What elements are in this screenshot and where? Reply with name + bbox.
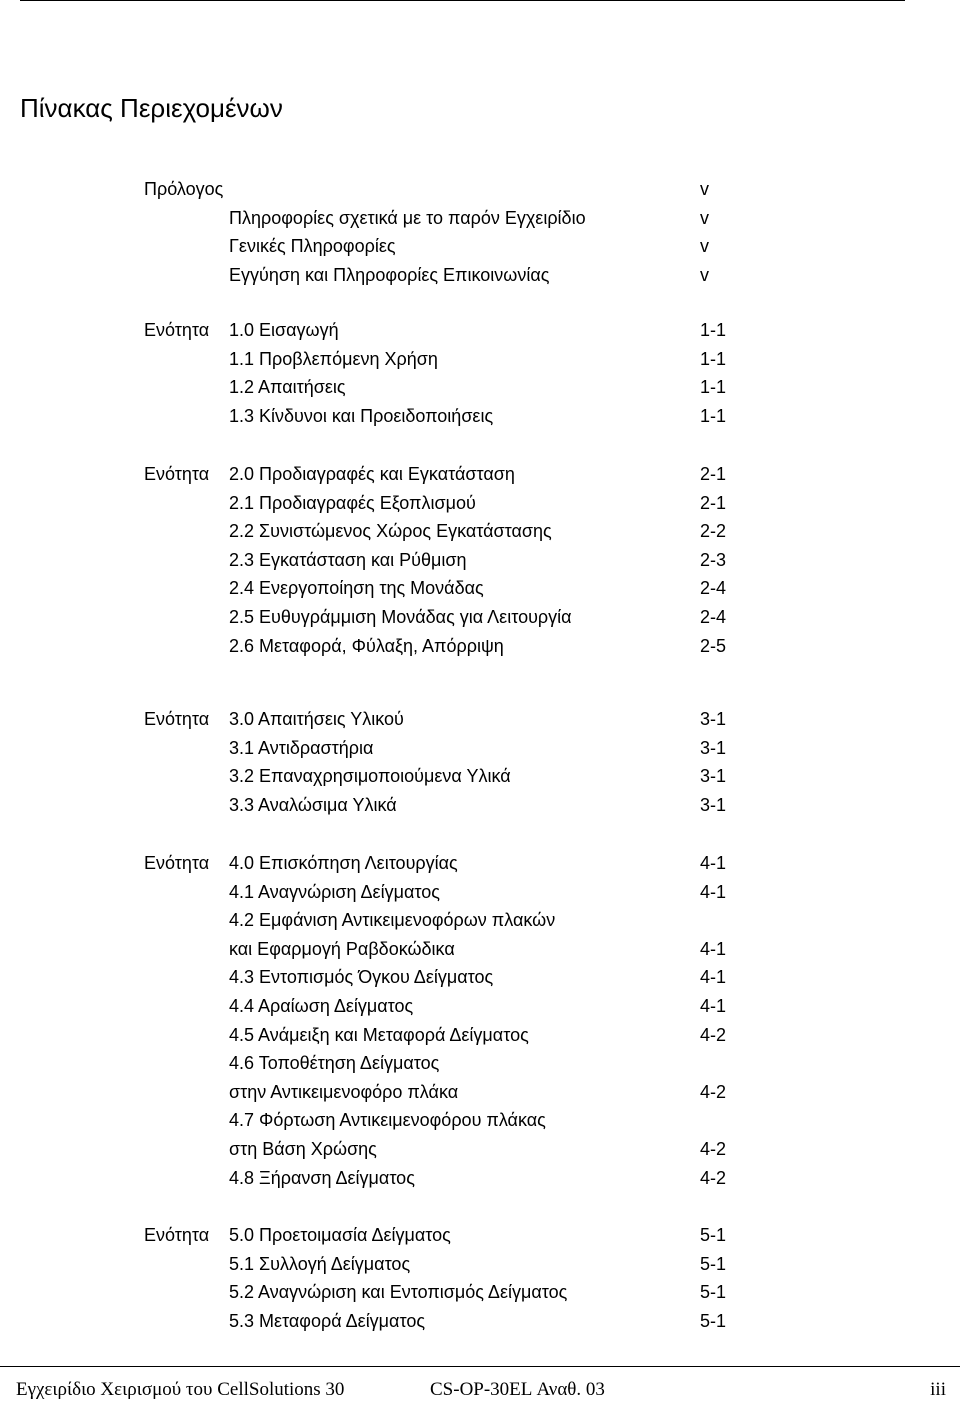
toc-page-number: 2-1	[700, 492, 727, 513]
toc-page-number: 4-1	[700, 996, 727, 1016]
toc-entry-row	[0, 1078, 960, 1107]
toc-entry-row	[0, 935, 960, 964]
toc-entry-title: 3.2 Επαναχρησιμοποιούμενα Υλικά	[229, 766, 511, 787]
toc-page-number: 4-1	[700, 967, 727, 988]
toc-page-number: 4-2	[700, 1024, 727, 1045]
toc-entry-row	[0, 1135, 960, 1164]
toc-page-number: 2-5	[700, 635, 727, 656]
toc-page-number: 1-1	[700, 320, 727, 340]
toc-entry-row	[0, 489, 960, 518]
toc-section-label: Ενότητα	[144, 853, 210, 873]
toc-entry-title: 1.3 Κίνδυνοι και Προειδοποιήσεις	[229, 405, 494, 426]
toc-entry-row	[0, 1250, 960, 1279]
toc-entry-row	[0, 574, 960, 603]
toc-page-number: 3-1	[700, 737, 727, 758]
toc-page-number: 5-1	[700, 1253, 727, 1274]
toc-entry-row	[0, 517, 960, 546]
toc-page-number: 5-1	[700, 1225, 727, 1245]
toc-entry-row	[0, 632, 960, 661]
toc-page-number: 1-1	[700, 405, 727, 426]
toc-page-number: 3-1	[700, 794, 727, 815]
toc-entry-row	[0, 1164, 960, 1193]
toc-entry-title: 5.3 Μεταφορά Δείγματος	[229, 1310, 426, 1331]
toc-entry-row	[0, 705, 960, 734]
toc-entry-title: Εγγύηση και Πληροφορίες Επικοινωνίας	[229, 264, 550, 285]
toc-entry-title: 2.3 Εγκατάσταση και Ρύθμιση	[229, 549, 467, 570]
toc-page-number: 5-1	[700, 1282, 727, 1303]
toc-entry-title: 1.1 Προβλεπόμενη Χρήση	[229, 348, 438, 369]
toc-entry-row	[0, 906, 960, 935]
toc-entry-title: 4.0 Επισκόπηση Λειτουργίας	[229, 853, 458, 873]
toc-entry-title: 4.7 Φόρτωση Αντικειμενοφόρου πλάκας	[229, 1110, 546, 1131]
toc-entry-title: στην Αντικειμενοφόρο πλάκα	[229, 1081, 459, 1102]
toc-entry-title: 5.0 Προετοιμασία Δείγματος	[229, 1225, 451, 1245]
toc-entry-row	[0, 762, 960, 791]
footer-rule	[0, 1366, 960, 1367]
toc-entry-row	[0, 1049, 960, 1078]
toc-section-label: Ενότητα	[144, 1225, 210, 1245]
toc-entry-title: 2.6 Μεταφορά, Φύλαξη, Απόρριψη	[229, 635, 504, 656]
toc-page-number: 2-3	[700, 549, 727, 570]
toc-page-number: 1-1	[700, 377, 727, 398]
toc-page-number: 2-4	[700, 578, 727, 599]
toc-section-label: Ενότητα	[144, 320, 210, 340]
toc-page-number: v	[700, 236, 709, 257]
toc-entry-row	[0, 261, 960, 290]
toc-page-number: 3-1	[700, 766, 727, 787]
toc-entry-title: 3.3 Αναλώσιμα Υλικά	[229, 794, 397, 815]
toc-entry-row	[0, 1021, 960, 1050]
toc-entry-row	[0, 546, 960, 575]
toc-entry-title: στη Βάση Χρώσης	[229, 1139, 377, 1159]
toc-entry-row	[0, 204, 960, 233]
page-title: Πίνακας Περιεχομένων	[20, 93, 283, 123]
toc-entry-row	[0, 1278, 960, 1307]
toc-entry-title: Γενικές Πληροφορίες	[229, 236, 396, 257]
toc-entry-row	[0, 603, 960, 632]
toc-entry-title: και Εφαρμογή Ραβδοκώδικα	[229, 938, 455, 959]
toc-entry-row	[0, 1307, 960, 1336]
toc-page-number: v	[700, 207, 709, 228]
toc-section-label: Πρόλογος	[144, 179, 224, 199]
toc-page-number: 4-2	[700, 1081, 727, 1102]
toc-page-number: 2-1	[700, 464, 727, 484]
toc-page-number: 4-1	[700, 881, 727, 902]
toc-entry-title: 2.1 Προδιαγραφές Εξοπλισμού	[229, 492, 476, 513]
toc-entry-title: 4.8 Ξήρανση Δείγματος	[229, 1167, 415, 1188]
toc-entry-title: 4.6 Τοποθέτηση Δείγματος	[229, 1053, 440, 1074]
toc-entry-title: 2.2 Συνιστώμενος Χώρος Εγκατάστασης	[229, 521, 552, 542]
toc-entry-title: 4.1 Αναγνώριση Δείγματος	[229, 881, 440, 902]
toc-page-number: 1-1	[700, 348, 727, 369]
page-footer	[0, 1374, 960, 1406]
toc-section-label: Ενότητα	[144, 709, 210, 729]
toc-entry-row	[0, 963, 960, 992]
toc-entry-row	[0, 345, 960, 374]
toc-page-number: 4-2	[700, 1139, 727, 1159]
toc-entry-title: Πληροφορίες σχετικά με το παρόν Εγχειρίδιο	[229, 207, 586, 228]
toc-entry-row	[0, 402, 960, 431]
toc-entry-row	[0, 316, 960, 345]
toc-section-label: Ενότητα	[144, 464, 210, 484]
toc-entry-title: 2.4 Ενεργοποίηση της Μονάδας	[229, 578, 484, 599]
toc-entry-row	[0, 460, 960, 489]
toc-page-number: v	[700, 179, 709, 199]
toc-entry-title: 4.2 Εμφάνιση Αντικειμενοφόρων πλακών	[229, 910, 556, 931]
footer-page-number: iii	[930, 1379, 946, 1400]
toc-entry-row	[0, 734, 960, 763]
toc-entry-title: 4.3 Εντοπισμός Όγκου Δείγματος	[229, 967, 494, 988]
footer-document-code: CS-OP-30EL Αναθ. 03	[430, 1379, 605, 1400]
toc-page-number: 3-1	[700, 709, 727, 729]
toc-entry-row	[0, 878, 960, 907]
toc-page-number: 4-2	[700, 1167, 727, 1188]
toc-entry-row	[0, 992, 960, 1021]
toc-entry-title: 2.0 Προδιαγραφές και Εγκατάσταση	[229, 464, 515, 484]
toc-entry-title: 1.0 Εισαγωγή	[229, 320, 339, 340]
toc-entry-row	[0, 791, 960, 820]
toc-entry-title: 5.2 Αναγνώριση και Εντοπισμός Δείγματος	[229, 1282, 568, 1303]
toc-entry-title: 2.5 Ευθυγράμμιση Μονάδας για Λειτουργία	[229, 607, 572, 627]
toc-entry-title: 4.4 Αραίωση Δείγματος	[229, 996, 414, 1016]
toc-prologue-row	[0, 175, 960, 204]
toc-page-number: 5-1	[700, 1310, 727, 1331]
toc-page-number: 4-1	[700, 853, 727, 873]
toc-entry-title: 5.1 Συλλογή Δείγματος	[229, 1253, 411, 1274]
toc-entry-row	[0, 373, 960, 402]
top-rule	[20, 0, 905, 1]
toc-entry-title: 4.5 Ανάμειξη και Μεταφορά Δείγματος	[229, 1024, 529, 1045]
toc-entry-title: 1.2 Απαιτήσεις	[229, 377, 346, 398]
toc-entry-row	[0, 1106, 960, 1135]
footer-document-title: Εγχειρίδιο Χειρισμού του CellSolutions 30	[16, 1379, 345, 1400]
toc-page-number: 2-4	[700, 607, 727, 627]
toc-page-number: v	[700, 264, 709, 285]
toc-entry-row	[0, 849, 960, 878]
toc-entry-row	[0, 232, 960, 261]
toc-entry-title: 3.0 Απαιτήσεις Υλικού	[229, 709, 404, 729]
toc-entry-row	[0, 1221, 960, 1250]
toc-entry-title: 3.1 Αντιδραστήρια	[229, 737, 374, 758]
toc-page-number: 2-2	[700, 521, 727, 542]
toc-page-number: 4-1	[700, 938, 727, 959]
